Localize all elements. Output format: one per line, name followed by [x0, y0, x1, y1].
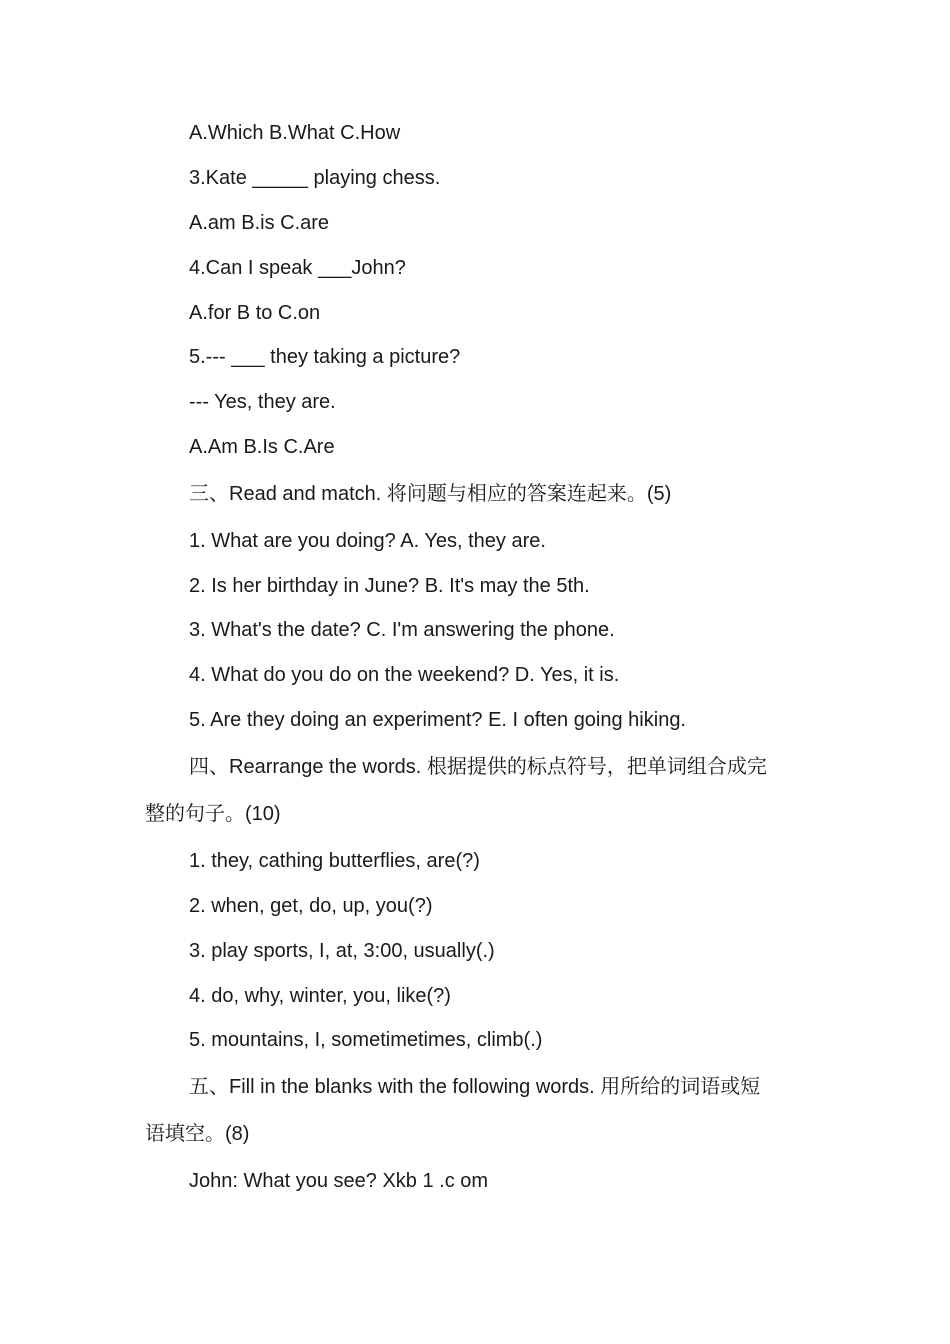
- q3-question: 3.Kate _____ playing chess.: [189, 167, 441, 189]
- section-4-heading: 四、Rearrange the words. 根据提供的标点符号，把单词组合成完: [189, 756, 767, 778]
- match-item-2: 2. Is her birthday in June? B. It's may the 5th.: [189, 575, 590, 597]
- q5-options: A.Am B.Is C.Are: [189, 436, 335, 458]
- rearrange-item-3: 3. play sports, I, at, 3:00, usually(.): [189, 940, 495, 962]
- match-item-3: 3. What's the date? C. I'm answering the phone.: [189, 619, 615, 641]
- q3-options: A.am B.is C.are: [189, 212, 330, 234]
- rearrange-item-5: 5. mountains, I, sometimetimes, climb(.): [189, 1029, 543, 1051]
- section-4-heading-cont: 整的句子。(10): [145, 803, 281, 825]
- q2-options: A.Which B.What C.How: [189, 122, 401, 144]
- rearrange-item-4: 4. do, why, winter, you, like(?): [189, 985, 451, 1007]
- match-item-1: 1. What are you doing? A. Yes, they are.: [189, 530, 546, 552]
- q5-answer: --- Yes, they are.: [189, 391, 336, 413]
- rearrange-item-2: 2. when, get, do, up, you(?): [189, 895, 433, 917]
- q4-options: A.for B to C.on: [189, 302, 321, 324]
- section-5-heading-cont: 语填空。(8): [145, 1123, 250, 1145]
- match-item-4: 4. What do you do on the weekend? D. Yes, it is.: [189, 664, 620, 686]
- q4-question: 4.Can I speak ___John?: [189, 257, 406, 279]
- rearrange-item-1: 1. they, cathing butterflies, are(?): [189, 850, 480, 872]
- match-item-5: 5. Are they doing an experiment? E. I often going hiking.: [189, 709, 686, 731]
- dialogue-line-1: John: What you see? Xkb 1 .c om: [189, 1170, 489, 1192]
- section-3-heading: 三、Read and match. 将问题与相应的答案连起来。(5): [189, 483, 672, 505]
- q5-question: 5.--- ___ they taking a picture?: [189, 346, 461, 368]
- section-5-heading: 五、Fill in the blanks with the following words. 用所给的词语或短: [189, 1076, 761, 1098]
